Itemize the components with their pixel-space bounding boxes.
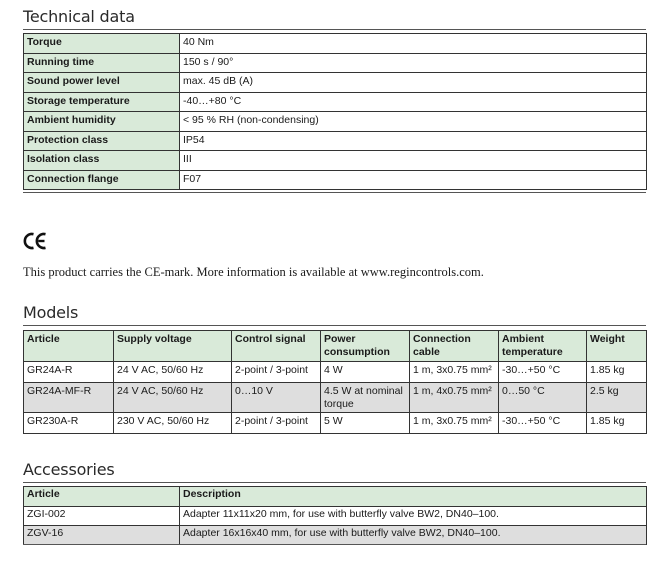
column-header: Control signal (232, 331, 321, 362)
table-row (24, 53, 647, 73)
section-rule (23, 544, 646, 545)
column-header: Description (180, 487, 647, 507)
ce-mark-icon (23, 231, 49, 251)
table-row (24, 413, 647, 434)
table-cell: 0…50 °C (499, 383, 587, 413)
table-cell: 5 W (321, 413, 410, 434)
table-header-row (24, 331, 647, 362)
spec-value: 40 Nm (180, 34, 647, 54)
spec-value: IP54 (180, 131, 647, 151)
models-heading: Models (23, 303, 79, 322)
models-table (23, 330, 647, 434)
table-cell: 24 V AC, 50/60 Hz (114, 362, 232, 383)
spec-label: Isolation class (24, 151, 180, 171)
table-cell: -30…+50 °C (499, 413, 587, 434)
table-cell: 1 m, 3x0.75 mm² (410, 362, 499, 383)
table-cell: 1 m, 3x0.75 mm² (410, 413, 499, 434)
technical-data-table (23, 33, 647, 190)
table-cell: -30…+50 °C (499, 362, 587, 383)
table-row (24, 170, 647, 190)
table-cell: 4.5 W at nominal torque (321, 383, 410, 413)
table-cell: ZGI-002 (24, 507, 180, 526)
spec-value: III (180, 151, 647, 171)
accessories-heading: Accessories (23, 460, 115, 479)
table-cell: Adapter 11x11x20 mm, for use with butterfly valve BW2, DN40–100. (180, 507, 647, 526)
column-header: Connection cable (410, 331, 499, 362)
table-row (24, 73, 647, 93)
column-header: Weight (587, 331, 647, 362)
accessories-table (23, 486, 647, 545)
column-header: Power consumption (321, 331, 410, 362)
table-row (24, 34, 647, 54)
spec-value: F07 (180, 170, 647, 190)
table-row (24, 92, 647, 112)
table-cell: 1.85 kg (587, 362, 647, 383)
spec-label: Storage temperature (24, 92, 180, 112)
table-cell: GR24A-R (24, 362, 114, 383)
table-cell: ZGV-16 (24, 526, 180, 545)
spec-label: Ambient humidity (24, 112, 180, 132)
table-row (24, 131, 647, 151)
spec-label: Protection class (24, 131, 180, 151)
table-row (24, 526, 647, 545)
table-cell: 1.85 kg (587, 413, 647, 434)
table-cell: 0…10 V (232, 383, 321, 413)
table-row (24, 151, 647, 171)
table-cell: 24 V AC, 50/60 Hz (114, 383, 232, 413)
table-cell: Adapter 16x16x40 mm, for use with butterfly valve BW2, DN40–100. (180, 526, 647, 545)
spec-label: Connection flange (24, 170, 180, 190)
table-cell: GR230A-R (24, 413, 114, 434)
table-cell: 230 V AC, 50/60 Hz (114, 413, 232, 434)
table-cell: 2-point / 3-point (232, 362, 321, 383)
column-header: Supply voltage (114, 331, 232, 362)
column-header: Article (24, 331, 114, 362)
heading-rule (23, 482, 646, 483)
spec-value: 150 s / 90° (180, 53, 647, 73)
column-header: Article (24, 487, 180, 507)
column-header: Ambient temperature (499, 331, 587, 362)
table-row (24, 507, 647, 526)
spec-value: max. 45 dB (A) (180, 73, 647, 93)
spec-label: Torque (24, 34, 180, 54)
spec-value: -40…+80 °C (180, 92, 647, 112)
ce-statement: This product carries the CE-mark. More information is available at www.regincontrols.com. (23, 265, 484, 279)
table-cell: 1 m, 4x0.75 mm² (410, 383, 499, 413)
spec-label: Sound power level (24, 73, 180, 93)
table-row (24, 362, 647, 383)
heading-rule (23, 325, 646, 326)
table-cell: 2-point / 3-point (232, 413, 321, 434)
section-rule (23, 192, 646, 193)
table-cell: GR24A-MF-R (24, 383, 114, 413)
spec-label: Running time (24, 53, 180, 73)
technical-data-heading: Technical data (23, 7, 135, 26)
spec-value: < 95 % RH (non-condensing) (180, 112, 647, 132)
table-cell: 2.5 kg (587, 383, 647, 413)
table-header-row (24, 487, 647, 507)
table-cell: 4 W (321, 362, 410, 383)
heading-rule (23, 29, 646, 30)
table-row (24, 112, 647, 132)
table-row (24, 383, 647, 413)
